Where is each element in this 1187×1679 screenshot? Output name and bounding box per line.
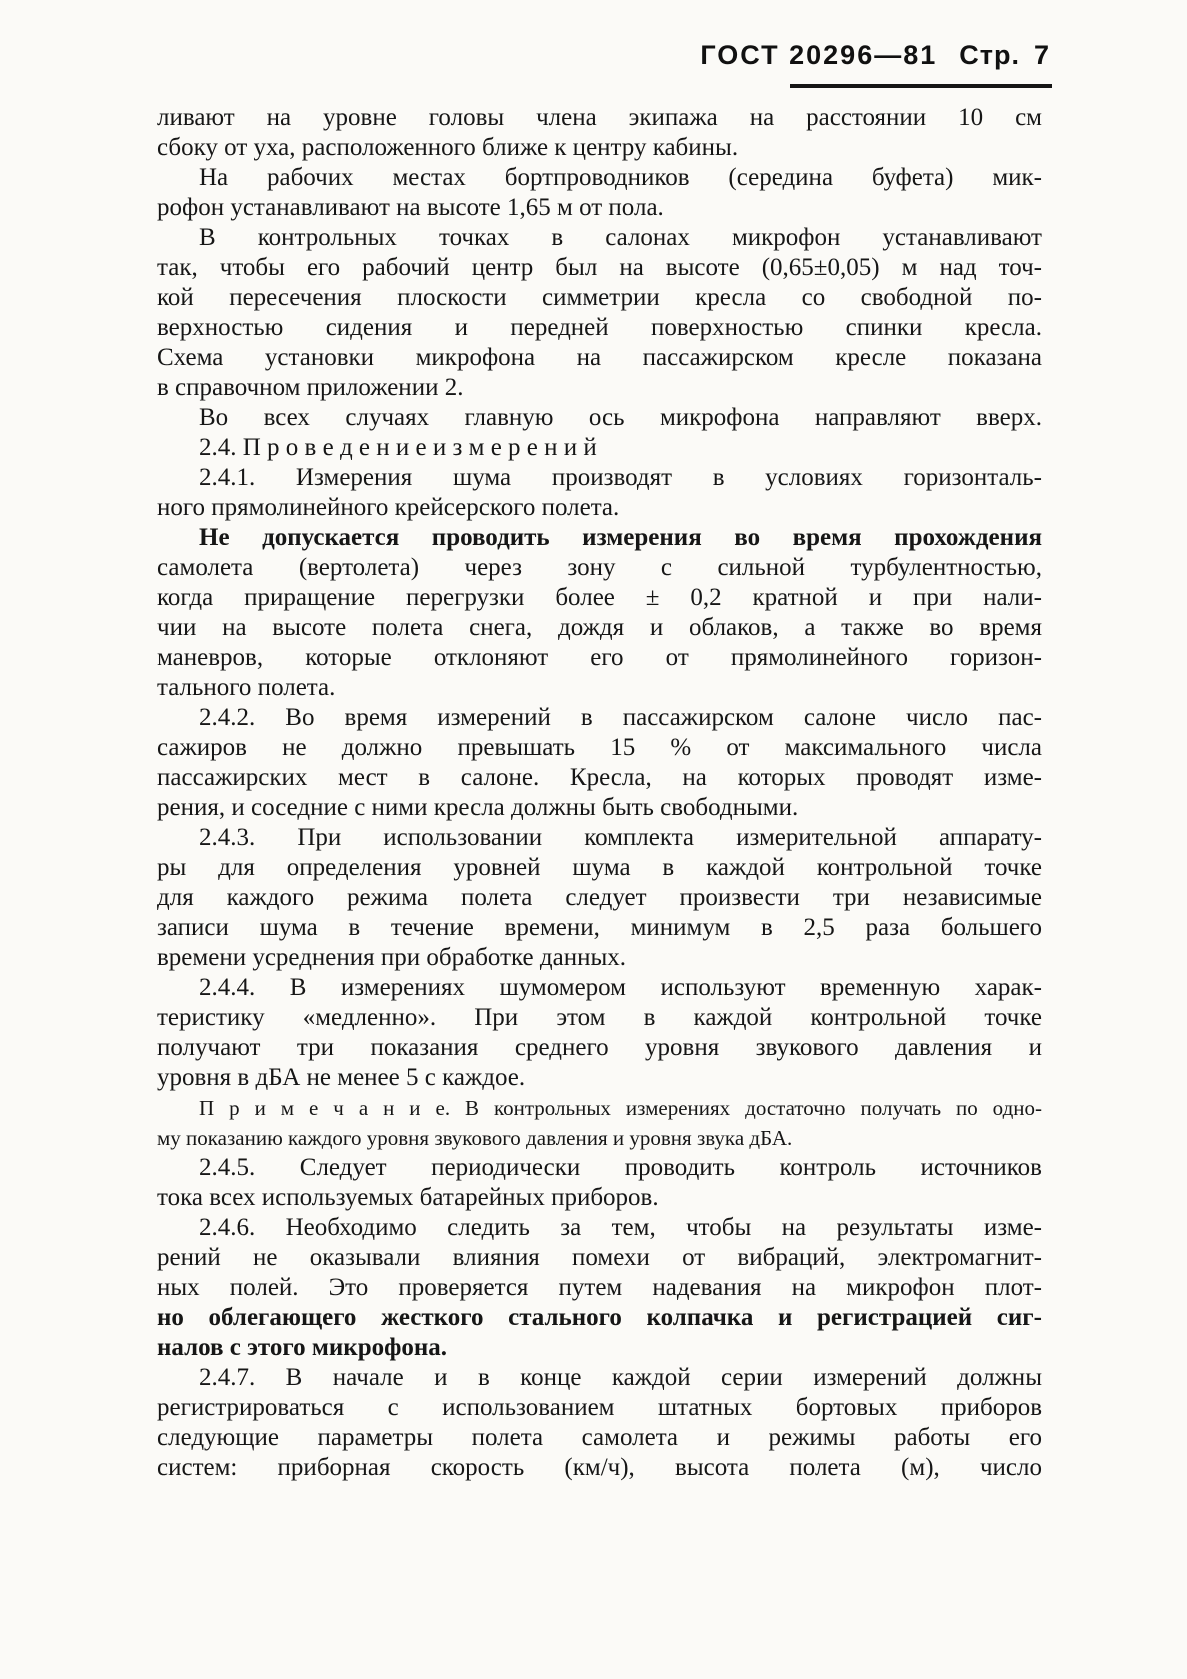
text-line: 2.4.5. Следует периодически проводить контроль источников: [199, 1154, 1042, 1181]
text-line: 2.4.6. Необходимо следить за тем, чтобы на результаты изме-: [199, 1214, 1042, 1241]
text-line: следующие параметры полета самолета и режимы работы его: [157, 1424, 1042, 1451]
text-line: рений не оказывали влияния помехи от вибраций, электромагнит-: [157, 1244, 1042, 1271]
text-line: тального полета.: [157, 674, 336, 701]
text-line: сажиров не должно превышать 15 % от максимального числа: [157, 734, 1042, 761]
text-line: тока всех используемых батарейных приборов.: [157, 1184, 659, 1211]
text-line: самолета (вертолета) через зону с сильной турбулентностью,: [157, 554, 1042, 581]
text-line: П р и м е ч а н и е. В контрольных измерениях достаточно получать по одно-: [199, 1096, 1042, 1120]
text-line: сбоку от уха, расположенного ближе к центру кабины.: [157, 134, 739, 161]
text-line: В контрольных точках в салонах микрофон устанавливают: [199, 224, 1042, 251]
text-line: систем: приборная скорость (км/ч), высота полета (м), число: [157, 1454, 1042, 1481]
text-line: уровня в дБА не менее 5 с каждое.: [157, 1064, 526, 1091]
text-line: 2.4.7. В начале и в конце каждой серии измерений должны: [199, 1364, 1042, 1391]
text-line: записи шума в течение времени, минимум в 2,5 раза большего: [157, 914, 1042, 941]
doc-number: ГОСТ 20296—81: [700, 40, 938, 70]
text-line: рения, и соседние с ними кресла должны быть свободными.: [157, 794, 799, 821]
text-line: так, чтобы его рабочий центр был на высоте (0,65±0,05) м над точ-: [157, 254, 1042, 281]
text-line: На рабочих местах бортпроводников (середина буфета) мик-: [199, 164, 1042, 191]
text-line: когда приращение перегрузки более ± 0,2 кратной и при нали-: [157, 584, 1042, 611]
text-line: Не допускается проводить измерения во время прохождения: [199, 524, 1042, 551]
text-line: Во всех случаях главную ось микрофона направляют вверх.: [199, 404, 1042, 431]
text-line: получают три показания среднего уровня звукового давления и: [157, 1034, 1042, 1061]
text-line: маневров, которые отклоняют его от прямолинейного горизон-: [157, 644, 1042, 671]
text-line: кой пересечения плоскости симметрии кресла со свободной по-: [157, 284, 1042, 311]
text-line: ного прямолинейного крейсерского полета.: [157, 494, 620, 521]
text-line: 2.4.2. Во время измерений в пассажирском салоне число пас-: [199, 704, 1042, 731]
text-line: времени усреднения при обработке данных.: [157, 944, 627, 971]
text-line: верхностью сидения и передней поверхностью спинки кресла.: [157, 314, 1042, 341]
text-line: рофон устанавливают на высоте 1,65 м от пола.: [157, 194, 664, 221]
text-line: 2.4.4. В измерениях шумомером используют временную харак-: [199, 974, 1042, 1001]
text-line: ры для определения уровней шума в каждой контрольной точке: [157, 854, 1042, 881]
header-rule: [790, 84, 1052, 88]
text-line: Схема установки микрофона на пассажирском кресле показана: [157, 344, 1042, 371]
text-line: пассажирских мест в салоне. Кресла, на которых проводят изме-: [157, 764, 1042, 791]
text-line: 2.4.3. При использовании комплекта измерительной аппарату-: [199, 824, 1042, 851]
text-line: для каждого режима полета следует произвести три независимые: [157, 884, 1042, 911]
text-line: в справочном приложении 2.: [157, 374, 464, 401]
text-line: му показанию каждого уровня звукового давления и уровня звука дБА.: [157, 1126, 793, 1150]
text-line: 2.4.1. Измерения шума производят в условиях горизонталь-: [199, 464, 1042, 491]
text-line: регистрироваться с использованием штатных бортовых приборов: [157, 1394, 1042, 1421]
text-line: теристику «медленно». При этом в каждой контрольной точке: [157, 1004, 1042, 1031]
text-line: ливают на уровне головы члена экипажа на расстоянии 10 см: [157, 104, 1042, 131]
text-line: но облегающего жесткого стального колпачка и регистрацией сиг-: [157, 1304, 1042, 1331]
page-header: [700, 40, 1050, 71]
text-block: [157, 103, 1042, 1483]
text-line: налов с этого микрофона.: [157, 1334, 448, 1361]
text-line: ных полей. Это проверяется путем надевания на микрофон плот-: [157, 1274, 1042, 1301]
text-line: 2.4. П р о в е д е н и е и з м е р е н и й: [199, 434, 597, 461]
text-line: чии на высоте полета снега, дождя и облаков, а также во время: [157, 614, 1042, 641]
page-number: Стр. 7: [959, 40, 1050, 70]
